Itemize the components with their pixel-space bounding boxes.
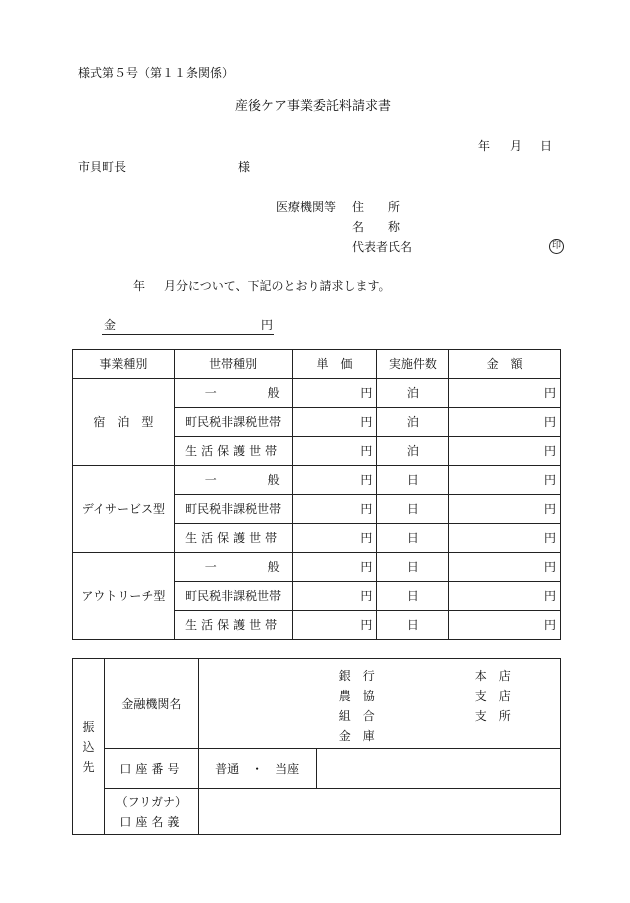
address-label: 住 所 — [352, 200, 401, 214]
unit-price-cell: 円 — [292, 553, 377, 582]
branch-type-head: 本 店 — [474, 668, 511, 683]
amount-cell: 円 — [449, 611, 561, 640]
household-cell: 町民税非課税世帯 — [174, 582, 292, 611]
transfer-label-char: 込 — [82, 739, 95, 754]
header-household-type: 世帯種別 — [174, 350, 292, 379]
statement-year: 年 — [133, 279, 146, 293]
unit-price-cell: 円 — [292, 408, 377, 437]
bank-type-nokyo: 農 協 — [338, 688, 375, 703]
unit-price-cell: 円 — [292, 466, 377, 495]
account-name-label-cell — [104, 789, 198, 835]
header-count: 実施件数 — [377, 350, 449, 379]
claimant-label: 医療機関等 — [276, 200, 337, 214]
unit-price-cell: 円 — [292, 379, 377, 408]
account-number-row — [73, 749, 561, 789]
unit-price-cell: 円 — [292, 582, 377, 611]
amount-cell: 円 — [449, 582, 561, 611]
name-label: 名 称 — [352, 220, 401, 234]
bank-type-bank: 銀 行 — [338, 668, 375, 683]
institution-label: 金融機関名 — [104, 659, 198, 749]
category-cell: 宿 泊 型 — [73, 379, 175, 466]
household-cell: 町民税非課税世帯 — [174, 495, 292, 524]
household-cell: 生活保護世帯 — [174, 611, 292, 640]
household-cell: 生活保護世帯 — [174, 437, 292, 466]
household-label-part: 般 — [267, 386, 280, 400]
amount-unit: 円 — [261, 318, 274, 332]
household-cell: 生活保護世帯 — [174, 524, 292, 553]
table-row — [73, 553, 561, 582]
household-label-part: 般 — [267, 473, 280, 487]
household-cell — [174, 553, 292, 582]
count-cell: 泊 — [377, 379, 449, 408]
date-month-label: 月 — [510, 139, 523, 153]
household-label-part: 般 — [267, 560, 280, 574]
amount-cell: 円 — [449, 495, 561, 524]
amount-underline — [102, 334, 274, 335]
count-cell: 日 — [377, 524, 449, 553]
seal-mark: 印 — [549, 239, 564, 254]
transfer-label-char: 振 — [82, 719, 95, 734]
addressee: 市貝町長 — [78, 160, 127, 174]
household-cell — [174, 379, 292, 408]
count-cell: 泊 — [377, 437, 449, 466]
table-header-row — [73, 350, 561, 379]
account-name-label: 口座名義 — [119, 814, 184, 829]
category-cell: デイサービス型 — [73, 466, 175, 553]
account-type-cell: 普通 ・ 当座 — [198, 749, 316, 789]
representative-label: 代表者氏名 — [352, 240, 413, 254]
amount-cell: 円 — [449, 466, 561, 495]
branch-type-office: 支 所 — [474, 708, 511, 723]
household-cell — [174, 466, 292, 495]
form-number: 様式第５号（第１１条関係） — [78, 66, 235, 80]
household-label-part: 一 — [204, 560, 217, 574]
unit-price-cell: 円 — [292, 437, 377, 466]
category-cell: アウトリーチ型 — [73, 553, 175, 640]
institution-row — [73, 659, 561, 749]
count-cell: 日 — [377, 466, 449, 495]
transfer-section-label — [73, 659, 105, 835]
count-cell: 泊 — [377, 408, 449, 437]
account-number-label: 口座番号 — [104, 749, 198, 789]
amount-prefix: 金 — [104, 318, 117, 332]
amount-cell: 円 — [449, 524, 561, 553]
account-name-row — [73, 789, 561, 835]
amount-cell: 円 — [449, 437, 561, 466]
header-business-type: 事業種別 — [73, 350, 175, 379]
amount-cell: 円 — [449, 408, 561, 437]
date-year-label: 年 — [478, 139, 491, 153]
amount-cell: 円 — [449, 553, 561, 582]
statement-text: 月分について、下記のとおり請求します。 — [164, 279, 391, 293]
transfer-table — [72, 658, 561, 835]
household-label-part: 一 — [204, 386, 217, 400]
fee-table — [72, 349, 561, 640]
table-row — [73, 466, 561, 495]
count-cell: 日 — [377, 611, 449, 640]
count-cell: 日 — [377, 582, 449, 611]
account-name-value — [198, 789, 560, 835]
header-unit-price: 単 価 — [292, 350, 377, 379]
unit-price-cell: 円 — [292, 524, 377, 553]
header-amount: 金 額 — [449, 350, 561, 379]
date-day-label: 日 — [540, 139, 553, 153]
transfer-label-char: 先 — [82, 759, 95, 774]
household-label-part: 一 — [204, 473, 217, 487]
table-row — [73, 379, 561, 408]
honorific: 様 — [238, 160, 251, 174]
unit-price-cell: 円 — [292, 495, 377, 524]
bank-type-kumiai: 組 合 — [338, 708, 375, 723]
count-cell: 日 — [377, 495, 449, 524]
unit-price-cell: 円 — [292, 611, 377, 640]
bank-type-kinko: 金 庫 — [338, 728, 375, 743]
amount-cell: 円 — [449, 379, 561, 408]
furigana-label: （フリガナ） — [115, 794, 188, 809]
institution-value-cell — [198, 659, 560, 749]
branch-type-branch: 支 店 — [474, 688, 511, 703]
account-number-value — [316, 749, 560, 789]
household-cell: 町民税非課税世帯 — [174, 408, 292, 437]
count-cell: 日 — [377, 553, 449, 582]
document-title: 産後ケア事業委託料請求書 — [235, 99, 392, 114]
